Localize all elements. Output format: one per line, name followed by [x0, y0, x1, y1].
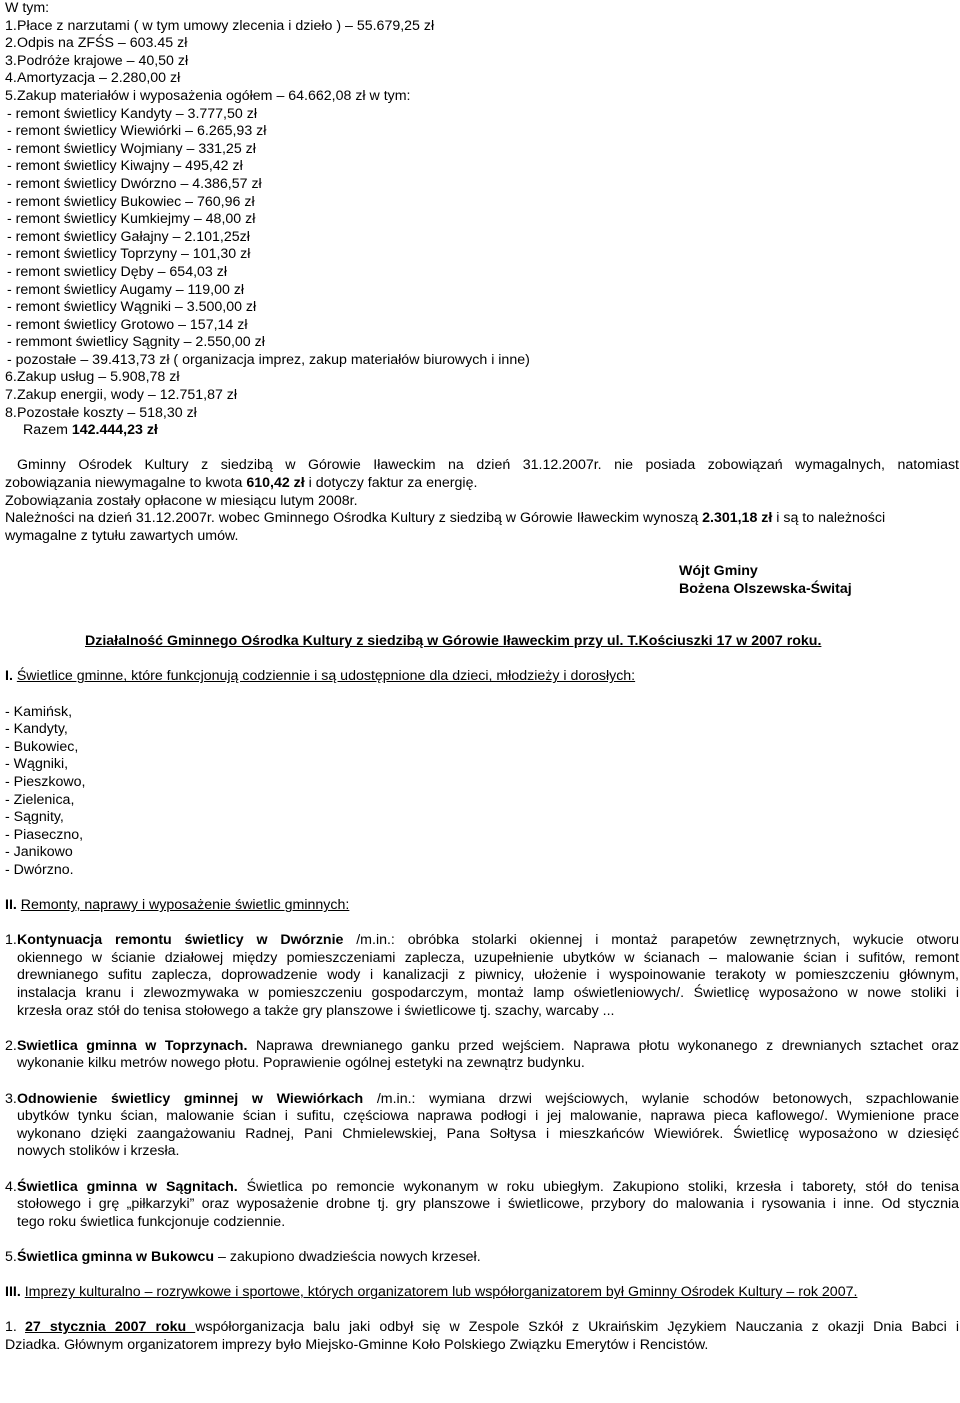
- renovation-entry: 3.Odnowienie świetlicy gminnej w Wiewiórkach /m.in.: wymiana drzwi wejściowych, wylanie schodów betonowych, szpachlowanie ubytków tynku ścian, malowanie ścian i sufitu, częściowa naprawa podłogi i jej malowanie, naprawa pieca kaflowego/. Wymienione prace wykonano dzięki zaangażowaniu Radnej, Pani Chmielewskiej, Pana Sołtysa i mieszkańców Wiewiórek. Świetlicę wyposażono w dziesięć nowych stolików i krzesła.: [5, 1090, 959, 1160]
- list-item: - remmont świetlicy Sągnity – 2.550,00 zł: [7, 334, 265, 351]
- list-item: 5.Zakup materiałów i wyposażenia ogółem – 64.662,08 zł w tym:: [5, 87, 411, 104]
- list-item: - Dwórzno.: [5, 861, 74, 878]
- section-heading: III. Imprezy kulturalno – rozrywkowe i sportowe, których organizatorem lub współorganizatorem był Gminny Ośrodek Kultury – rok 2007.: [5, 1284, 858, 1301]
- list-item: - Piaseczno,: [5, 826, 84, 843]
- costs-header: W tym:: [5, 0, 50, 16]
- list-item: 6.Zakup usług – 5.908,78 zł: [5, 369, 180, 386]
- section-heading: II. Remonty, naprawy i wyposażenie świetlic gminnych:: [5, 897, 350, 914]
- document-page: [5, 0, 959, 1355]
- list-item: 2.Odpis na ZFŚS – 603.45 zł: [5, 35, 188, 52]
- list-item: - remont świetlicy Kandyty – 3.777,50 zł: [7, 105, 257, 122]
- costs-list: [5, 18, 959, 106]
- renovation-entry: 1.Kontynuacja remontu świetlicy w Dwórznie /m.in.: obróbka stolarki okiennej i montaż parapetów zewnętrznych, wykucie otworu okiennego w ścianie działowej między pomieszczeniami zaplecza, uzupełnienie ubytków w ścianach – malowanie ścian i sufitów, remont drewnianego sufitu zaplecza, doprowadzenie wody i kanalizacji z piwnicy, ułożenie i wyspoinowanie terakoty w pomieszczeniu głównym, instalacja kranu i zlewozmywaka w pomieszczeniu gospodarczym, montaż lamp oświetleniowych/. Świetlicę wyposażono w nowe stoliki i krzesła oraz stół do tenisa stołowego a także gry planszowe i świetlicowe tj. szachy, warcaby ...: [5, 932, 959, 1019]
- list-item: - pozostałe – 39.413,73 zł ( organizacja imprez, zakup materiałów biurowych i inne): [7, 351, 530, 368]
- places-list: [5, 704, 959, 880]
- signature-name: Bożena Olszewska-Świtaj: [679, 580, 852, 597]
- renovation-entry: 5.Świetlica gminna w Bukowcu – zakupiono dwadzieścia nowych krzeseł.: [5, 1248, 481, 1265]
- receivables-line: Należności na dzień 31.12.2007r. wobec Gminnego Ośrodka Kultury z siedzibą w Górowie Iławeckim wynoszą 2.301,18 zł i są to należności: [5, 510, 886, 527]
- signature-role: Wójt Gminy: [679, 563, 758, 579]
- list-item: - remont świetlicy Grotowo – 157,14 zł: [7, 316, 248, 333]
- list-item: - remont świetlicy Gałajny – 2.101,25zł: [7, 228, 250, 245]
- list-item: - remont świetlicy Kumkiejmy – 48,00 zł: [7, 211, 256, 228]
- costs-list-continued: [5, 369, 959, 422]
- liabilities-line: Gminny Ośrodek Kultury z siedzibą w Górowie Iławeckim na dzień 31.12.2007r. nie posiada zobowiązań wymagalnych, natomiast: [17, 457, 959, 474]
- renovation-entry: 2.Swietlica gminna w Toprzynach. Naprawa drewnianego ganku przed wejściem. Naprawa płotu wykonanego z drewnianych sztachet oraz wykonanie kilku metrów nowego płotu. Poprawienie ogólnej estetyki na zewnątrz budynku.: [5, 1037, 959, 1072]
- list-item: - Janikowo: [5, 844, 73, 861]
- list-item: - Pieszkowo,: [5, 773, 86, 790]
- list-item: - remont świetlicy Bukowiec – 760,96 zł: [7, 193, 255, 210]
- list-item: - Kandyty,: [5, 721, 68, 738]
- list-item: - remont świetlicy Toprzyny – 101,30 zł: [7, 246, 251, 263]
- list-item: - Zielenica,: [5, 791, 75, 808]
- list-item: 7.Zakup energii, wody – 12.751,87 zł: [5, 387, 238, 404]
- page-title: Działalność Gminnego Ośrodka Kultury z siedzibą w Górowie Iławeckim przy ul. T.Kościuszki 17 w 2007 roku.: [85, 633, 822, 650]
- list-item: - remont świetlicy Wiewiórki – 6.265,93 zł: [7, 123, 267, 140]
- liabilities-line: zobowiązania niewymagalne to kwota 610,42 zł i dotyczy faktur za energię.: [5, 475, 478, 492]
- list-item: - Wągniki,: [5, 756, 69, 773]
- list-item: 3.Podróże krajowe – 40,50 zł: [5, 52, 189, 69]
- list-item: - remont świetlicy Wojmiany – 331,25 zł: [7, 140, 256, 157]
- list-item: - Bukowiec,: [5, 738, 79, 755]
- list-item: 8.Pozostałe koszty – 518,30 zł: [5, 404, 197, 421]
- list-item: - remont świetlicy Dwórzno – 4.386,57 zł: [7, 175, 262, 192]
- list-item: - remont świetlicy Wągniki – 3.500,00 zł: [7, 299, 257, 316]
- event-entry: 1. 27 stycznia 2007 roku współorganizacja balu jaki odbył się w Zespole Szkół z Ukraińskim Językiem Nauczania z okazji Dnia Babci i Dziadka. Głównym organizatorem imprezy było Miejsko-Gminne Koło Polskiego Związku Emerytów i Rencistów.: [5, 1319, 960, 1353]
- list-item: 4.Amortyzacja – 2.280,00 zł: [5, 70, 181, 87]
- list-item: - Kamińsk,: [5, 703, 73, 720]
- list-item: - remont świetlicy Kiwajny – 495,42 zł: [7, 158, 243, 175]
- renovation-entry: 4.Świetlica gminna w Sągnitach. Świetlica po remoncie wykonanym w roku ubiegłym. Zakupiono stoliki, krzesła i taborety, stół do tenisa stołowego i grę „piłkarzyki” oraz wyposażenie drobne tj. gry planszowe i świetlicowe, przybory do malowania i rysowania i inne. Od stycznia tego roku świetlica funkcjonuje codziennie.: [5, 1178, 959, 1230]
- list-item: - Sągnity,: [5, 809, 64, 826]
- list-item: - remont swietlicy Dęby – 654,03 zł: [7, 263, 227, 280]
- liabilities-line: Zobowiązania zostały opłacone w miesiącu lutym 2008r.: [5, 492, 358, 509]
- renovation-sublist: [5, 106, 959, 370]
- section-heading: I. Świetlice gminne, które funkcjonują codziennie i są udostępnione dla dzieci, młodzieży i dorosłych:: [5, 668, 636, 685]
- costs-total: Razem 142.444,23 zł: [23, 422, 158, 439]
- list-item: - remont świetlicy Augamy – 119,00 zł: [7, 281, 245, 298]
- list-item: 1.Płace z narzutami ( w tym umowy zlecenia i dzieło ) – 55.679,25 zł: [5, 17, 435, 34]
- receivables-line: wymagalne z tytułu zawartych umów.: [5, 527, 239, 544]
